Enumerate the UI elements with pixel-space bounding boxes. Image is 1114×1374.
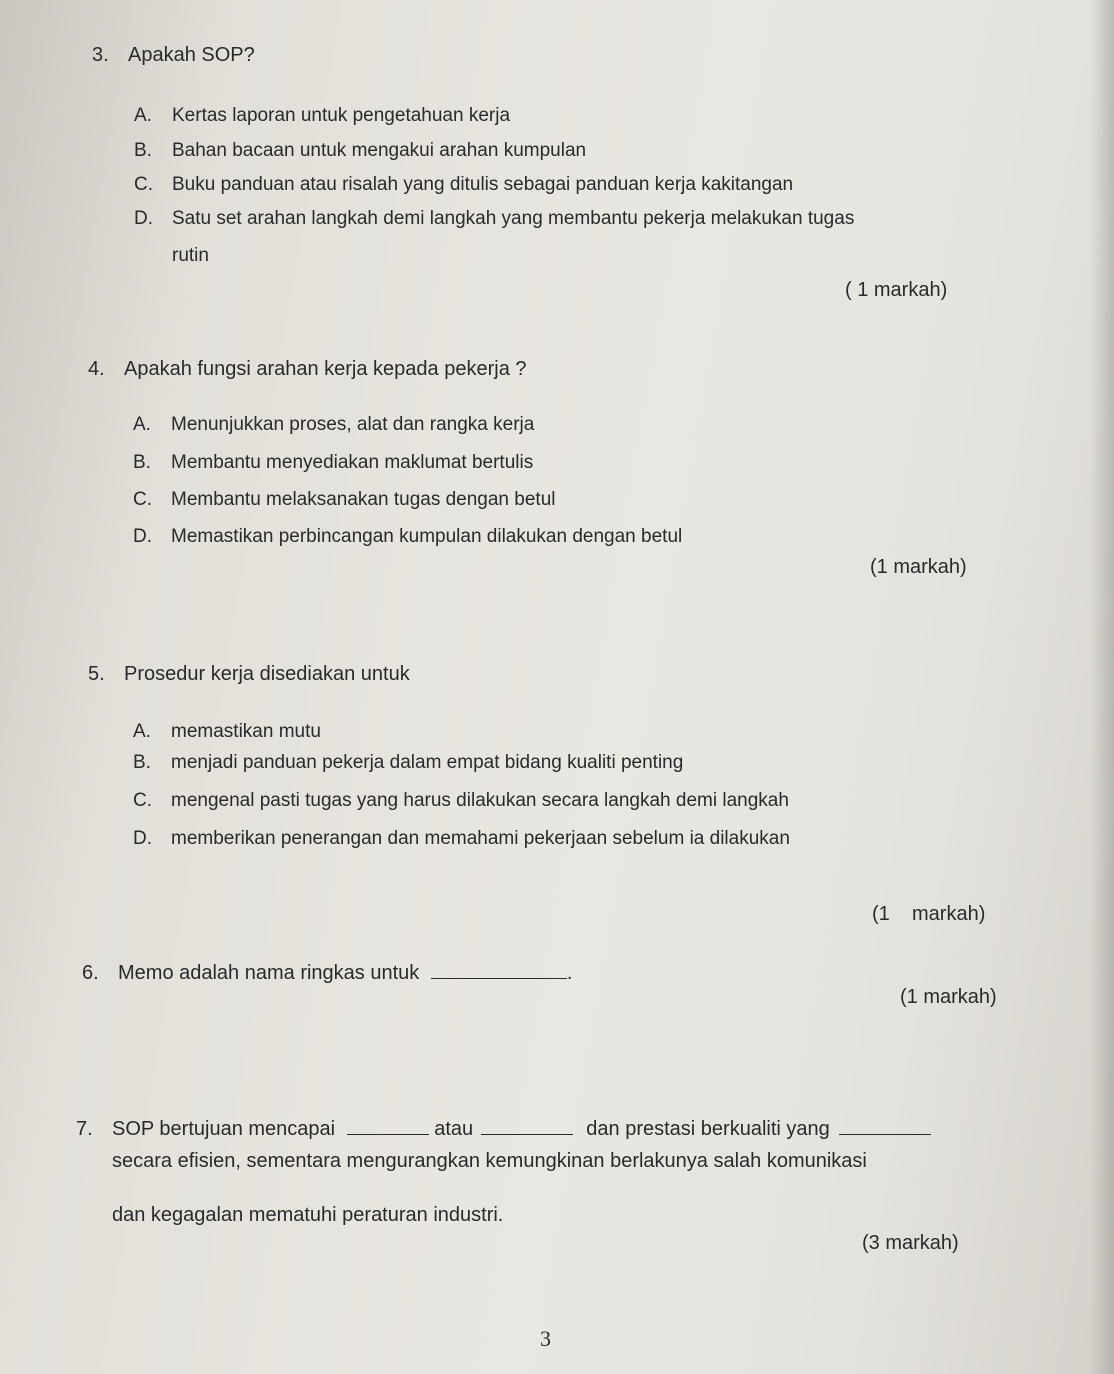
option-letter: B. (133, 452, 151, 473)
option-3a (134, 105, 510, 127)
question-6 (82, 962, 572, 985)
answer-blank[interactable] (431, 964, 567, 979)
option-5c (133, 790, 789, 812)
question-7-line2: secara efisien, sementara mengurangkan kemungkinan berlakunya salah komunikasi (112, 1150, 867, 1172)
question-text: Apakah SOP? (128, 44, 255, 66)
option-letter: D. (133, 828, 152, 849)
option-letter: C. (134, 174, 153, 195)
option-4b (133, 452, 533, 474)
question-number: 5. (88, 663, 105, 685)
option-text: Menunjukkan proses, alat dan rangka kerja (171, 414, 535, 435)
answer-blank-3[interactable] (839, 1120, 931, 1135)
question-number: 4. (88, 358, 105, 380)
option-4d (133, 526, 682, 548)
marks-7: (3 markah) (862, 1232, 959, 1254)
question-number: 3. (92, 44, 109, 66)
option-text: Bahan bacaan untuk mengakui arahan kumpulan (172, 140, 587, 161)
question-text-part2: atau (434, 1118, 474, 1140)
question-text-part1: SOP bertujuan mencapai (112, 1118, 336, 1140)
question-3 (92, 44, 255, 67)
option-letter: B. (134, 140, 152, 161)
question-5 (88, 663, 410, 686)
option-text: Memastikan perbincangan kumpulan dilakukan dengan betul (171, 526, 683, 547)
option-text: Membantu melaksanakan tugas dengan betul (171, 489, 556, 510)
option-letter: C. (133, 489, 152, 510)
question-4 (88, 358, 527, 381)
option-text: Kertas laporan untuk pengetahuan kerja (172, 105, 511, 126)
option-3c (134, 174, 793, 196)
option-4c (133, 489, 555, 511)
question-number: 7. (76, 1118, 93, 1140)
option-letter: A. (133, 721, 151, 742)
answer-blank-2[interactable] (481, 1120, 573, 1135)
option-letter: C. (133, 790, 152, 811)
marks-6: (1 markah) (900, 986, 997, 1008)
question-text: Apakah fungsi arahan kerja kepada pekerja ? (124, 358, 527, 380)
option-letter: A. (133, 414, 151, 435)
option-letter: D. (133, 526, 152, 547)
marks-4: (1 markah) (870, 556, 967, 578)
option-3d (134, 208, 854, 230)
question-text-part3: dan prestasi berkualiti yang (586, 1118, 830, 1140)
marks-3: ( 1 markah) (845, 279, 948, 301)
page-number: 3 (540, 1326, 551, 1351)
option-5b (133, 752, 683, 774)
option-5d (133, 828, 790, 850)
option-letter: B. (133, 752, 151, 773)
marks-5: (1 markah) (872, 903, 986, 925)
option-text: memastikan mutu (171, 721, 321, 742)
option-3d-continuation: rutin (172, 245, 209, 266)
option-text: menjadi panduan pekerja dalam empat bidang kualiti penting (171, 752, 684, 773)
option-letter: D. (134, 208, 153, 229)
option-5a (133, 721, 321, 743)
paper-edge-shadow (1090, 0, 1114, 1374)
option-text: mengenal pasti tugas yang harus dilakukan secara langkah demi langkah (171, 790, 789, 811)
option-3b (134, 140, 586, 162)
answer-blank-1[interactable] (347, 1120, 429, 1135)
question-7 (76, 1118, 931, 1141)
option-4a (133, 414, 534, 436)
question-end: . (566, 962, 573, 984)
option-text: memberikan penerangan dan memahami pekerjaan sebelum ia dilakukan (171, 828, 790, 849)
option-letter: A. (134, 105, 152, 126)
option-text: Satu set arahan langkah demi langkah yang membantu pekerja melakukan tugas (172, 208, 855, 229)
option-text: Membantu menyediakan maklumat bertulis (171, 452, 534, 473)
question-number: 6. (82, 962, 99, 984)
question-text: Prosedur kerja disediakan untuk (124, 663, 410, 685)
option-text: Buku panduan atau risalah yang ditulis sebagai panduan kerja kakitangan (172, 174, 794, 195)
question-text: Memo adalah nama ringkas untuk (118, 962, 420, 984)
question-7-line3: dan kegagalan mematuhi peraturan industri. (112, 1204, 504, 1226)
